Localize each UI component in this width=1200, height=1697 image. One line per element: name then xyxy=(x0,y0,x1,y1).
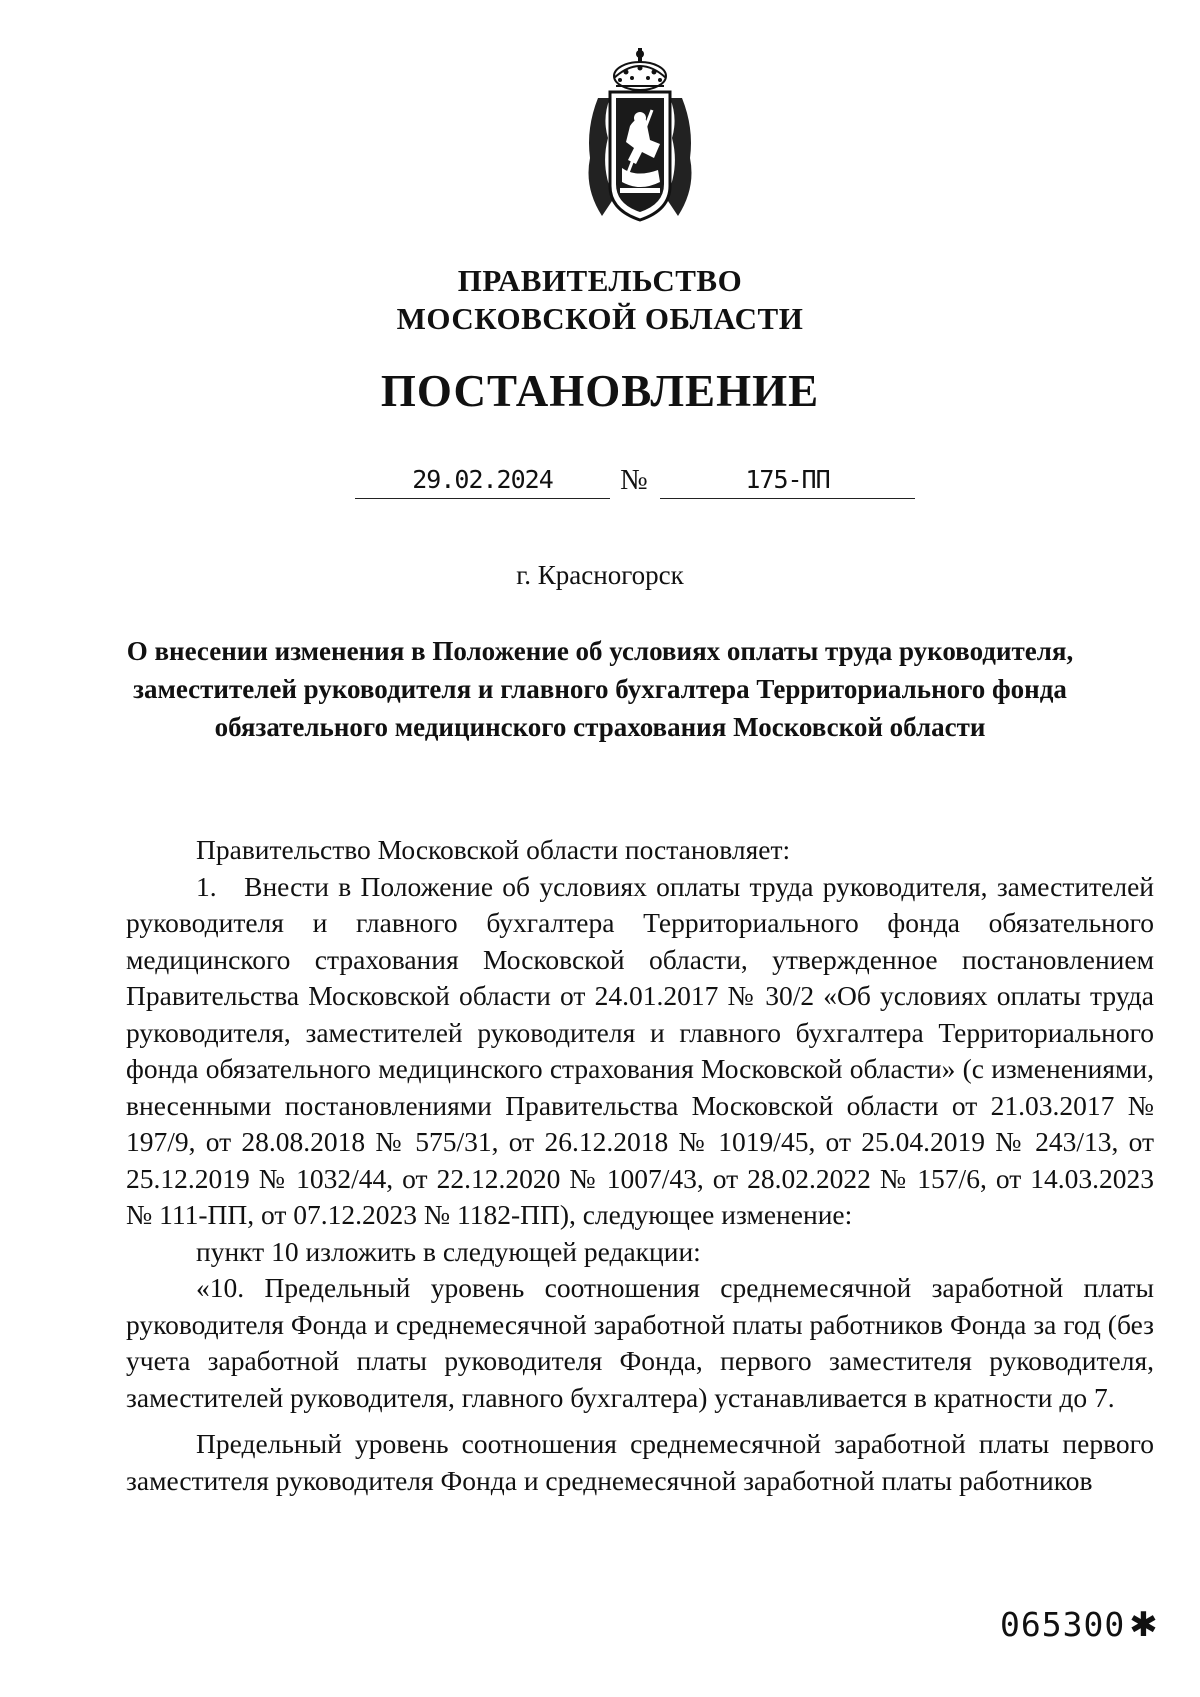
body-paragraph-preamble: Правительство Московской области постановляет: xyxy=(196,834,791,865)
body-paragraph-point10: «10. Предельный уровень соотношения среднемесячной заработной платы руководителя Фонда и среднемесячной заработной платы работников Фонда за год (без учета заработной платы руководителя Фонда, первого заместителя руководителя, заместителей руководителя, главного бухгалтера) устанавливается в кратности до 7. xyxy=(126,1272,1154,1413)
subject-line1: О внесении изменения в Положение об условиях оплаты труда руководителя, xyxy=(126,636,1074,666)
document-date: 29.02.2024 xyxy=(355,462,610,499)
asterisk-mark-icon: ✱ xyxy=(1129,1605,1159,1645)
document-number: 175-ПП xyxy=(660,462,915,499)
document-body xyxy=(126,832,1154,1499)
number-sign: № xyxy=(620,464,648,496)
document-type-title: ПОСТАНОВЛЕНИЕ xyxy=(380,366,820,416)
serial-number xyxy=(1000,1605,1190,1645)
organization-title-line1: ПРАВИТЕЛЬСТВО xyxy=(457,263,743,298)
body-paragraph-item1: 1. Внести в Положение об условиях оплаты труда руководителя, заместителей руководителя и главного бухгалтера Территориального фонда обязательного медицинского страхования Московской области, утвержденное постановлением Правительства Московской области от 24.01.2017 № 30/2 «Об условиях оплаты труда руководителя, заместителей руководителя и главного бухгалтера Территориального фонда обязательного медицинского страхования Московской области» (с изменениями, внесенными постановлениями Правительства Московской области от 21.03.2017 № 197/9, от 28.08.2018 № 575/31, от 26.12.2018 № 1019/45, от 25.04.2019 № 243/13, от 25.12.2019 № 1032/44, от 22.12.2020 № 1007/43, от 28.02.2022 № 157/6, от 14.03.2023 № 111-ПП, от 07.12.2023 № 1182-ПП), следующее изменение: xyxy=(126,870,1154,1230)
body-paragraph-instruction: пункт 10 изложить в следующей редакции: xyxy=(196,1235,701,1267)
serial-number-text: 065300 xyxy=(1000,1605,1126,1644)
coat-of-arms-emblem xyxy=(580,48,700,226)
body-paragraph-continuation: Предельный уровень соотношения среднемесячной заработной платы первого заместителя руководителя Фонда и среднемесячной заработной платы работников xyxy=(126,1428,1154,1496)
organization-title-line2: МОСКОВСКОЙ ОБЛАСТИ xyxy=(396,301,804,336)
document-subject xyxy=(120,632,1080,746)
subject-line3: обязательного медицинского страхования Московской области xyxy=(214,712,986,742)
registration-line xyxy=(355,462,915,502)
subject-line2: заместителей руководителя и главного бухгалтера Территориального фонда xyxy=(133,674,1067,704)
city-name: г. Красногорск xyxy=(516,560,684,590)
